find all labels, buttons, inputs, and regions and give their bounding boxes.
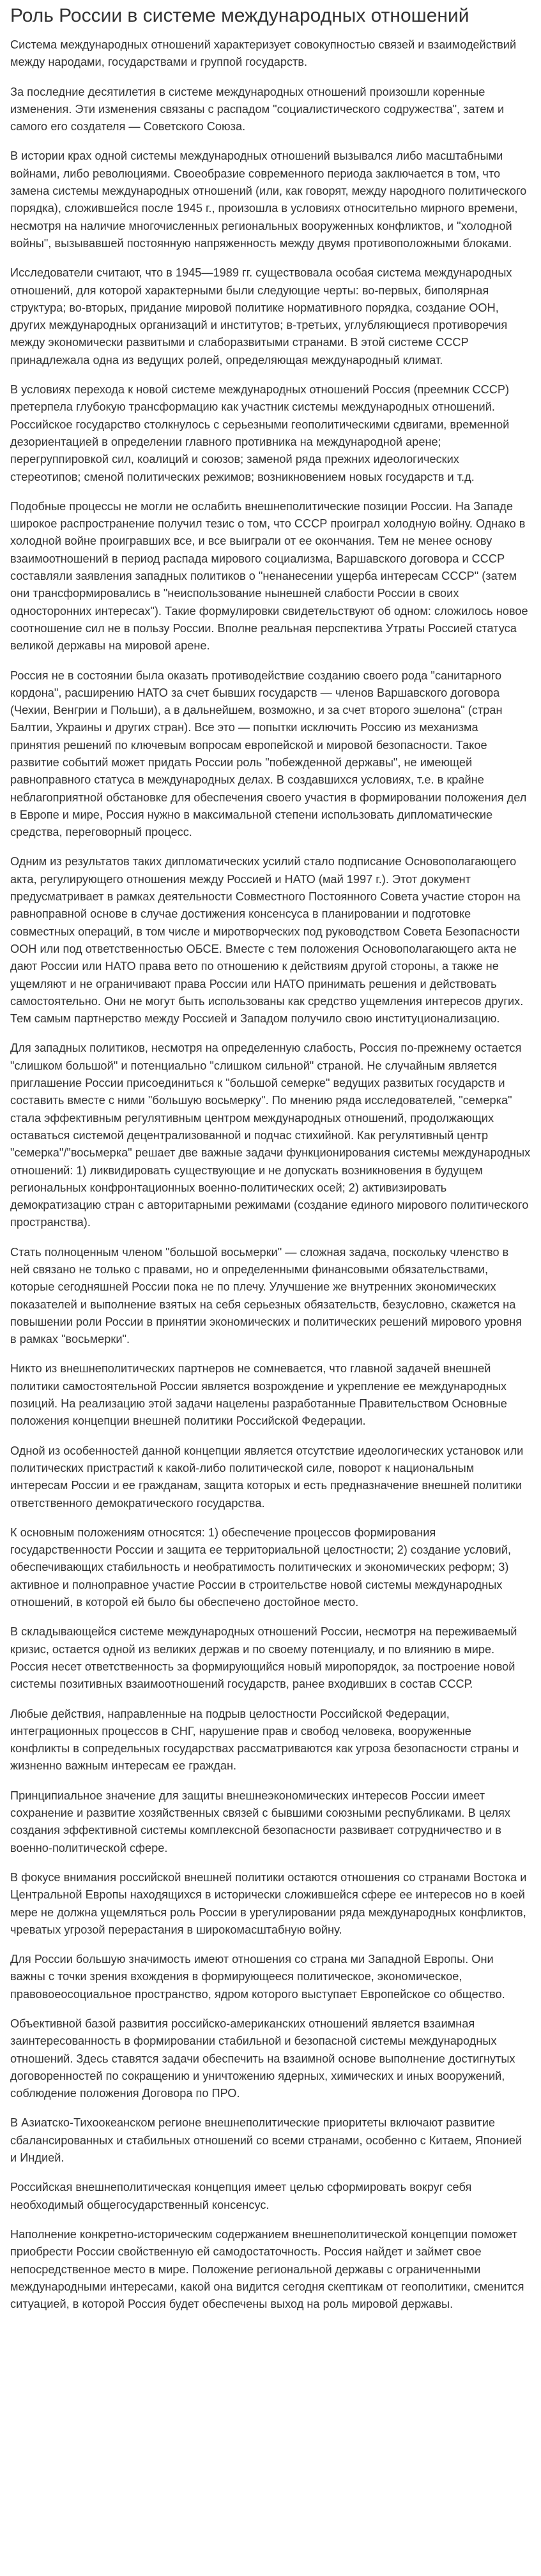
paragraph: В фокусе внимания российской внешней политики остаются отношения со странами Востока и Центральной Европы находящихся в исторически сложившейся сфере ее интересов но в коей мере не должна ущемляться роль России в урегулировании ряда международных конфликтов, чреватых угрозой перерастания в широкомасштабную войну. xyxy=(10,1870,527,1936)
article-body xyxy=(10,36,531,2313)
paragraph: Система международных отношений характеризует совокупностью связей и взаимодействий между народами, государствами и группой государств. xyxy=(10,38,517,69)
paragraph: Россия не в состоянии была оказать противодействие созданию своего рода "санитарного кордона", расширению НАТО за счет бывших государств — членов Варшавского договора (Чехии, Венгрии и Польши), а в дальнейшем, возможно, и за счет второго эшелона" (стран Балтии, Украины и других стран). Все это — попытки исключить Россию из механизма принятия решений по ключевым вопросам европейской и мировой безопасности. Такое развитие событий может придать России роль "побежденной державы", не имеющей равноправного статуса в международных делах. В создавшихся условиях, т.е. в крайне неблагоприятной обстановке для обеспечения своего участия в формировании положения дел в Европе и мире, Россия нужно в максимальной степени использовать дипломатические средства, переговорный процесс. xyxy=(10,669,527,839)
paragraph: За последние десятилетия в системе международных отношений произошли коренные изменения. Эти изменения связаны с распадом "социалистического содружества", затем и самого его создателя — Советского Союза. xyxy=(10,85,505,133)
paragraph: Стать полноценным членом "большой восьмерки" — сложная задача, поскольку членство в ней связано не только с правами, но и определенными финансовыми обязательствами, которые сегодняшней России пока не по плечу. Улучшение же внутренних экономических показателей и выполнение взятых на себя серьезных обязательств, безусловно, скажется на повышении роли России в принятии экономических и политических решений мирового уровня в рамках "восьмерки". xyxy=(10,1245,522,1346)
paragraph: Для России большую значимость имеют отношения со страна ми Западной Европы. Они важны с точки зрения вхождения в формирующееся политическое, экономическое, правовоеосоциальное пространство, ядром которого выступает Европейское со общество. xyxy=(10,1953,505,2001)
paragraph: В условиях перехода к новой системе международных отношений Россия (преемник СССР) претерпела глубокую трансформацию как участник системы международных отношений. Российское государство столкнулось с серьезными геополитическими сдвигами, временной дезориентацией в определении главного противника на международной арене; перегруппировкой сил, коалиций и союзов; заменой ряда прежних идеологических стереотипов; сменой политических режимов; возникновением новых государств и т.д. xyxy=(10,383,510,483)
paragraph: Одним из результатов таких дипломатических усилий стало подписание Основополагающего акта, регулирующего отношения между Россией и НАТО (май 1997 г.). Этот документ предусматривает в рамках деятельности Совместного Постоянного Совета участие сторон на равноправной основе в случае достижения консенсуса в планировании и подготовке совместных операций, в том числе и миротворческих под руководством Совета Безопасности ООН или под ответственностью ОБСЕ. Вместе с тем положения Основополагающего акта не дают России или НАТО права вето по отношению к действиям другой стороны, а также не ущемляют и не ограничивают права России или НАТО принимать решения и действовать самостоятельно. Они не могут быть использованы как средство ущемления интересов других. Тем самым партнерство между Россией и Западом получило свою институционализацию. xyxy=(10,855,524,1026)
article-title: Роль России в системе международных отношений xyxy=(10,5,469,26)
paragraph: Исследователи считают, что в 1945—1989 гг. существовала особая система международных отношений, для которой характерными были следующие черты: во-первых, биполярная структура; во-вторых, придание мировой политике нормативного порядка, создание ООН, других международных организаций и институтов; в-третьих, углубляющиеся противоречия между экономически развитыми и слаборазвитыми странами. В этой системе СССР принадлежала одна из ведущих ролей, определяющая международный климат. xyxy=(10,266,512,367)
paragraph: Никто из внешнеполитических партнеров не сомневается, что главной задачей внешней политики самостоятельной России является возрождение и укрепление ее международных позиций. На реализацию этой задачи нацелены разработанные Правительством Основные положения концепции внешней политики Российской Федерации. xyxy=(10,1362,507,1428)
paragraph: В складывающейся системе международных отношений России, несмотря на переживаемый кризис, остается одной из великих держав и по своему потенциалу, и по влиянию в мире. Россия несет ответственность за формирующийся новый миропорядок, за построение новой системы позитивных взаимоотношений государств, ранее входивших в состав СССР. xyxy=(10,1625,517,1691)
paragraph: Любые действия, направленные на подрыв целостности Российской Федерации, интеграционных процессов в СНГ, нарушение прав и свобод человека, вооруженные конфликты в сопредельных государствах рассматриваются как угроза безопасности страны и жизненно важным интересам ее граждан. xyxy=(10,1707,519,1773)
paragraph: Одной из особенностей данной концепции является отсутствие идеологических установок или политических пристрастий к какой-либо политической силе, поворот к национальным интересам России и ее гражданам, защита которых и есть предназначение внешней политики ответственного демократического государства. xyxy=(10,1444,524,1510)
paragraph: Наполнение конкретно-историческим содержанием внешнеполитической концепции поможет приобрести России свойственную ей самодостаточность. Россия найдет и займет свое непосредственное место в мире. Положение региональной державы с ограниченными международными интересами, какой она видится сегодня скептикам от геополитики, сменится ситуацией, в которой Россия будет обеспечены выход на роль мировой державы. xyxy=(10,2227,524,2311)
paragraph: Принципиальное значение для защиты внешнеэкономических интересов России имеет сохранение и развитие хозяйственных связей с бывшими союзными республиками. В целях создания эффективной системы комплексной безопасности развивает сотрудничество и в военно-политической сфере. xyxy=(10,1789,510,1854)
paragraph: К основным положениям относятся: 1) обеспечение процессов формирования государственности России и защита ее территориальной целостности; 2) создание условий, обеспечивающих стабильность и необратимость политических и экономических реформ; 3) активное и полноправное участие России в строительстве новой системы международных отношений, в которой ей было бы обеспечено достойное место. xyxy=(10,1526,512,1609)
paragraph: Объективной базой развития российско-американских отношений является взаимная заинтересованность в формировании стабильной и безопасной системы международных отношений. Здесь ставятся задачи обеспечить на взаимной основе выполнение достигнутых договоренностей по сокращению и уничтожению ядерных, химических и иных вооружений, соблюдение положения Договора по ПРО. xyxy=(10,2017,515,2100)
paragraph: Подобные процессы не могли не ослабить внешнеполитические позиции России. На Западе широкое распространение получил тезис о том, что СССР проиграл холодную войну. Однако в холодной войне проигравших все, и все выиграли от ее окончания. Тем не менее основу взаимоотношений в период распада мирового социализма, Варшавского договора и СССР составляли заявления западных политиков о "ненанесении ущерба интересам СССР" (затем они трансформировались в "неиспользование нынешней слабости России в своих односторонних интересах"). Такие формулировки свидетельствуют об одном: сложилось новое соотношение сил не в пользу России. Вполне реальная перспектива Утраты Россией статуса великой державы на мировой арене. xyxy=(10,499,528,653)
paragraph: Для западных политиков, несмотря на определенную слабость, Россия по-прежнему остается "слишком большой" и потенциально "слишком сильной" страной. Не случайным является приглашение России присоединиться к "большой семерке" ведущих развитых государств и составить вместе с ними "большую восьмерку". По мнению ряда исследователей, "семерка" стала эффективным регулятивным центром международных отношений, продолжающих оставаться системой децентрализованной и подчас стихийной. Как регулятивный центр "семерка"/"восьмерка" решает две важные задачи функционирования системы международных отношений: 1) ликвидировать существующие и не допускать возникновения в будущем региональных конфронтационных военно-политических осей; 2) активизировать демократизацию стран с авторитарными режимами (создание единого мирового политического пространства). xyxy=(10,1042,531,1229)
paragraph: Российская внешнеполитическая концепция имеет целью сформировать вокруг себя необходимый общегосударственный консенсус. xyxy=(10,2181,472,2211)
paragraph: В истории крах одной системы международных отношений вызывался либо масштабными войнами, либо революциями. Своеобразие современного периода заключается в том, что замена системы международных отношений (или, как говорят, между народного политического порядка), сложившейся после 1945 г., произошла в условиях относительно мирного времени, несмотря на наличие многочисленных региональных вооруженных конфликтов, и "холодной войны", вызывавшей постоянную напряженность между двумя противоположными блоками. xyxy=(10,149,527,250)
paragraph: В Азиатско-Тихоокеанском регионе внешнеполитические приоритеты включают развитие сбалансированных и стабильных отношений со всеми странами, особенно с Китаем, Японией и Индией. xyxy=(10,2116,522,2165)
